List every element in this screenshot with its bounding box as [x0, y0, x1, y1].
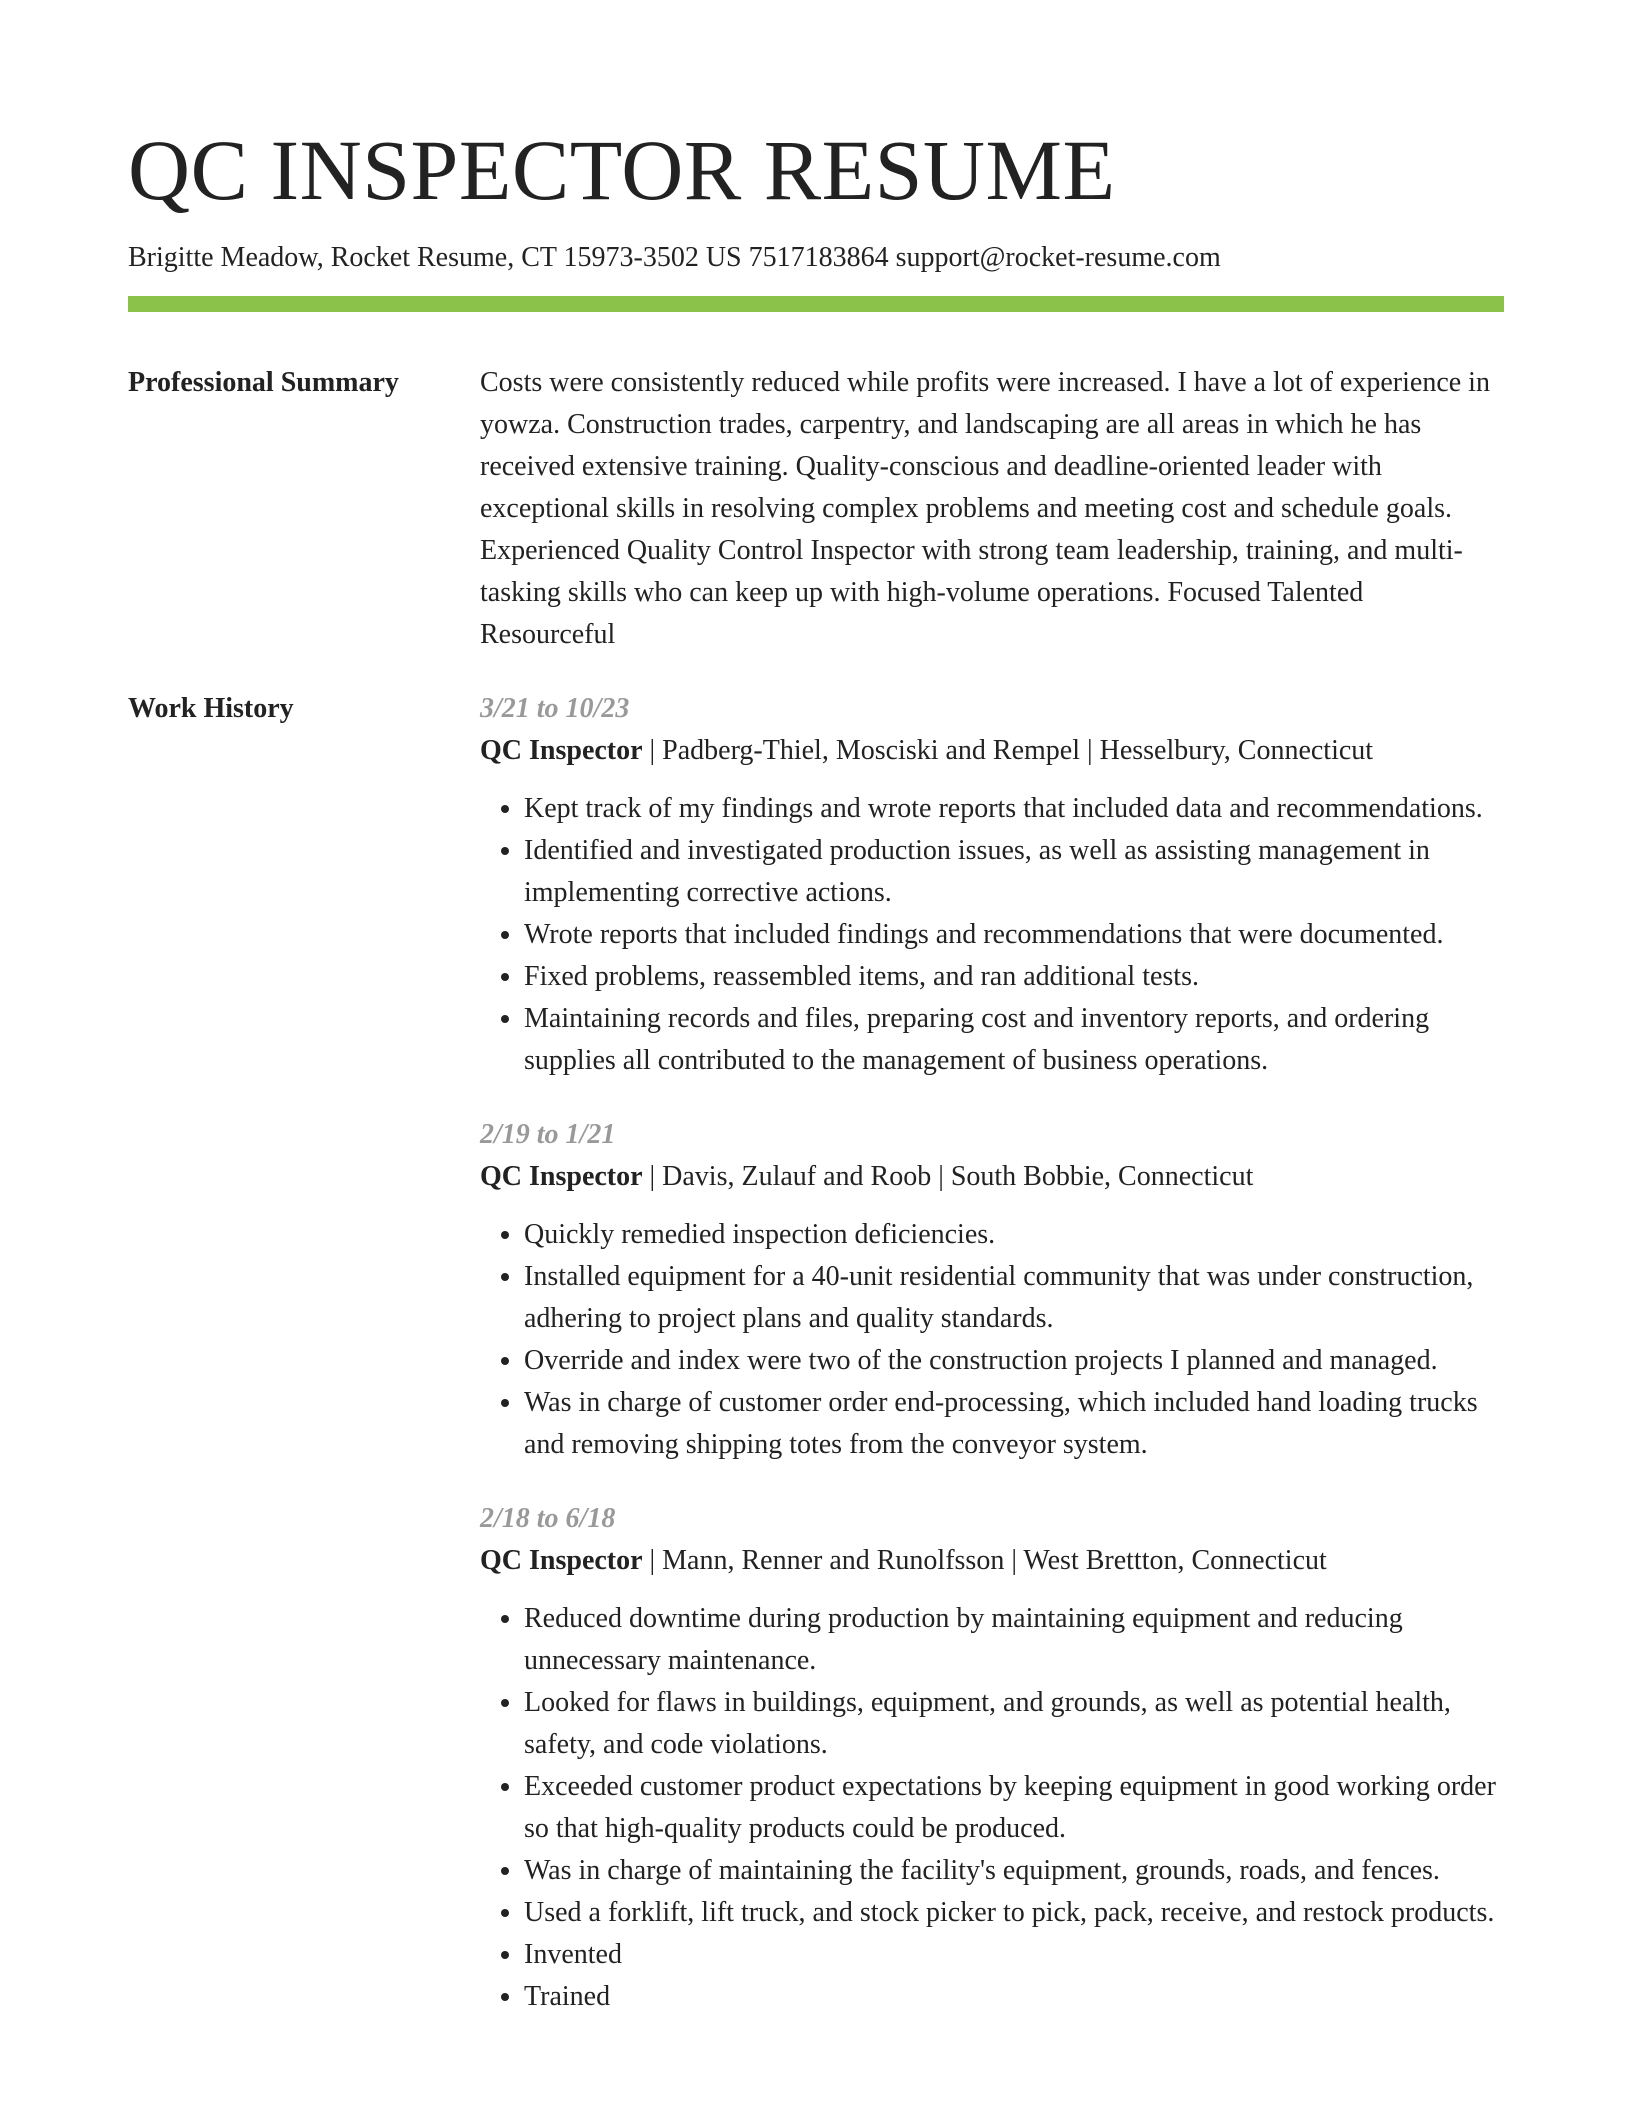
job-heading [480, 1156, 1504, 1198]
job-entry [480, 1114, 1504, 1466]
job-bullet-list [480, 1214, 1504, 1466]
work-history-body [480, 688, 1504, 2050]
job-heading [480, 730, 1504, 772]
professional-summary-section [128, 362, 1504, 656]
job-bullet: • Trained [524, 1976, 1504, 2018]
job-dates: 3/21 to 10/23 [480, 693, 630, 724]
job-heading [480, 1540, 1504, 1582]
job-bullet: • Installed equipment for a 40-unit residential community that was under construction, adhering to project plans and quality standards. [524, 1256, 1504, 1340]
job-dates: 2/19 to 1/21 [480, 1119, 616, 1150]
resume-page [128, 0, 1504, 2050]
job-bullet: • Exceeded customer product expectations by keeping equipment in good working order so that high-quality products could be produced. [524, 1766, 1504, 1850]
job-bullet: • Wrote reports that included findings and recommendations that were documented. [524, 914, 1504, 956]
job-role: QC Inspector [480, 1545, 643, 1576]
job-bullet: • Looked for flaws in buildings, equipment, and grounds, as well as potential health, safety, and code violations. [524, 1682, 1504, 1766]
job-entry [480, 1498, 1504, 2018]
job-entry [480, 688, 1504, 1082]
job-employer-location: | Mann, Renner and Runolfsson | West Brettton, Connecticut [642, 1545, 1327, 1576]
job-bullet: • Maintaining records and files, preparing cost and inventory reports, and ordering supplies all contributed to the management of business operations. [524, 998, 1504, 1082]
summary-body [480, 362, 1504, 656]
contact-line: Brigitte Meadow, Rocket Resume, CT 15973-3502 US 7517183864 support@rocket-resume.com [128, 242, 1221, 273]
job-dates: 2/18 to 6/18 [480, 1503, 616, 1534]
job-bullet: • Kept track of my findings and wrote reports that included data and recommendations. [524, 788, 1504, 830]
job-bullet: • Reduced downtime during production by maintaining equipment and reducing unnecessary maintenance. [524, 1598, 1504, 1682]
summary-text: Costs were consistently reduced while profits were increased. I have a lot of experience in yowza. Construction trades, carpentry, and landscaping are all areas in which he has received extensive training. Quality-conscious and deadline-oriented leader with exceptional skills in resolving complex problems and meeting cost and schedule goals. Experienced Quality Control Inspector with strong team leadership, training, and multi-tasking skills who can keep up with high-volume operations. Focused Talented Resourceful [480, 367, 1490, 650]
job-employer-location: | Padberg-Thiel, Mosciski and Rempel | Hesselbury, Connecticut [642, 735, 1374, 766]
accent-divider [128, 296, 1504, 312]
job-bullet: • Override and index were two of the construction projects I planned and managed. [524, 1340, 1504, 1382]
section-label-summary: Professional Summary [128, 367, 399, 398]
job-employer-location: | Davis, Zulauf and Roob | South Bobbie, Connecticut [642, 1161, 1254, 1192]
resume-title: QC INSPECTOR RESUME [128, 122, 1116, 218]
job-bullet: • Identified and investigated production issues, as well as assisting management in implementing corrective actions. [524, 830, 1504, 914]
job-role: QC Inspector [480, 735, 643, 766]
work-history-section [128, 688, 1504, 2050]
job-bullet: • Was in charge of maintaining the facility's equipment, grounds, roads, and fences. [524, 1850, 1504, 1892]
job-bullet-list [480, 1598, 1504, 2018]
section-label-work: Work History [128, 693, 294, 724]
job-bullet: • Invented [524, 1934, 1504, 1976]
job-bullet: • Was in charge of customer order end-processing, which included hand loading trucks and removing shipping totes from the conveyor system. [524, 1382, 1504, 1466]
job-bullet: • Quickly remedied inspection deficiencies. [524, 1214, 1504, 1256]
job-bullet: • Fixed problems, reassembled items, and ran additional tests. [524, 956, 1504, 998]
job-role: QC Inspector [480, 1161, 643, 1192]
job-bullet: • Used a forklift, lift truck, and stock picker to pick, pack, receive, and restock products. [524, 1892, 1504, 1934]
job-bullet-list [480, 788, 1504, 1082]
